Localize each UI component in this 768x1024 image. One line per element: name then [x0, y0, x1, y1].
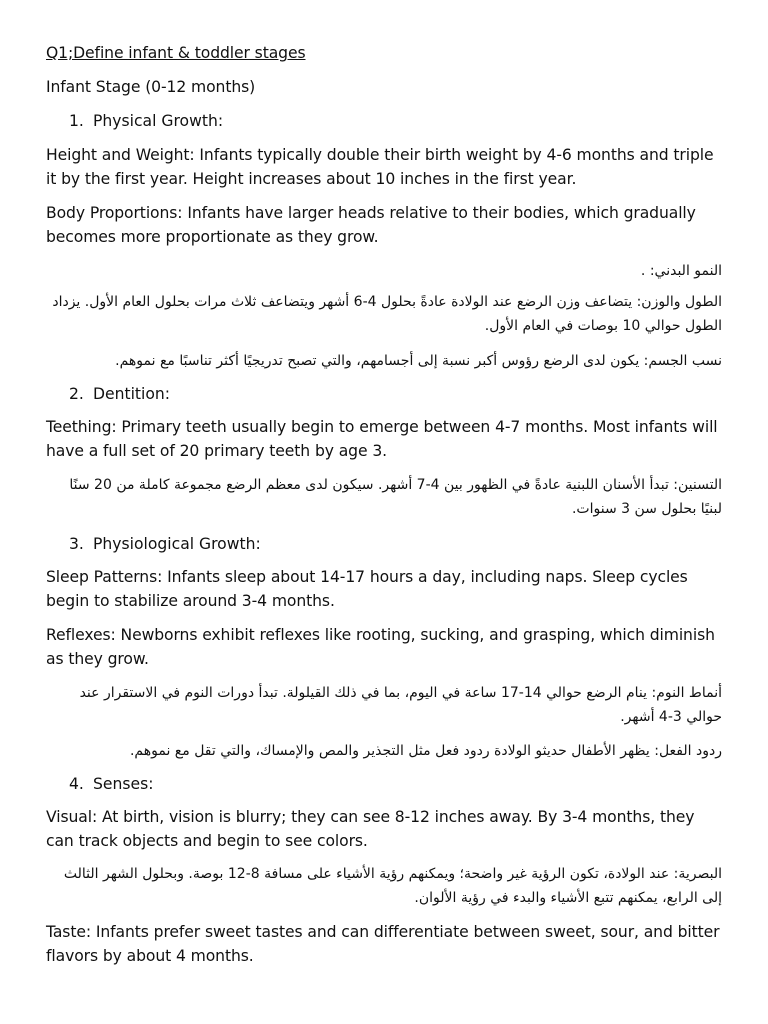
paragraph-sleep-patterns: Sleep Patterns: Infants sleep about 14-17 hours a day, including naps. Sleep cycles begin to stabilize around 3-4 months.	[46, 568, 688, 610]
paragraph-teething: Teething: Primary teeth usually begin to emerge between 4-7 months. Most infants will have a full set of 20 primary teeth by age 3.	[46, 418, 718, 460]
arabic-height-weight: الطول والوزن: يتضاعف وزن الرضع عند الولادة عادةً بحلول 4-6 أشهر ويتضاعف ثلاث مرات بحلول العام الأول. يزداد الطول حوالي 10 بوصات في العام الأول.	[52, 294, 722, 334]
heading-senses	[69, 772, 153, 796]
heading-physiological-growth	[69, 532, 261, 556]
stage-heading: Infant Stage (0-12 months)	[46, 78, 256, 96]
arabic-physical-heading: النمو البدني: .	[640, 263, 722, 279]
heading-dentition	[69, 382, 170, 406]
paragraph-reflexes: Reflexes: Newborns exhibit reflexes like rooting, sucking, and grasping, which diminish as they grow.	[46, 626, 715, 668]
heading-label: Physiological Growth:	[93, 535, 261, 553]
heading-number: 3.	[69, 535, 84, 553]
question-title: Q1;Define infant & toddler stages	[46, 44, 306, 62]
heading-number: 4.	[69, 775, 84, 793]
paragraph-body-proportions: Body Proportions: Infants have larger heads relative to their bodies, which gradually becomes more proportionate as they grow.	[46, 204, 696, 246]
arabic-body-proportions: نسب الجسم: يكون لدى الرضع رؤوس أكبر نسبة إلى أجسامهم، والتي تصبح تدريجيًا أكثر تناسبًا مع نموهم.	[115, 353, 722, 369]
arabic-visual: البصرية: عند الولادة، تكون الرؤية غير واضحة؛ ويمكنهم رؤية الأشياء على مسافة 8-12 بوصة. وبحلول الشهر الثالث إلى الرابع، يمكنهم تتبع الأشياء والبدء في رؤية الألوان.	[63, 866, 722, 906]
heading-physical-growth	[69, 109, 223, 133]
heading-label: Senses:	[93, 775, 154, 793]
paragraph-height-weight: Height and Weight: Infants typically double their birth weight by 4-6 months and triple it by the first year. Height increases about 10 inches in the first year.	[46, 146, 714, 188]
heading-number: 2.	[69, 385, 84, 403]
paragraph-visual: Visual: At birth, vision is blurry; they can see 8-12 inches away. By 3-4 months, they can track objects and begin to see colors.	[46, 808, 695, 850]
arabic-reflexes: ردود الفعل: يظهر الأطفال حديثو الولادة ردود فعل مثل التجذير والمص والإمساك، والتي تقل مع نموهم.	[129, 743, 722, 759]
heading-number: 1.	[69, 112, 84, 130]
arabic-teething: التسنين: تبدأ الأسنان اللبنية عادةً في الظهور بين 4-7 أشهر. سيكون لدى معظم الرضع مجموعة كاملة من 20 سنًا لبنيًا بحلول سن 3 سنوات.	[69, 477, 722, 517]
arabic-sleep-patterns: أنماط النوم: ينام الرضع حوالي 14-17 ساعة في اليوم، بما في ذلك القيلولة. تبدأ دورات النوم في الاستقرار عند حوالي 3-4 أشهر.	[79, 685, 722, 725]
heading-label: Physical Growth:	[93, 112, 224, 130]
heading-label: Dentition:	[93, 385, 171, 403]
paragraph-taste: Taste: Infants prefer sweet tastes and can differentiate between sweet, sour, and bitter flavors by about 4 months.	[46, 923, 720, 965]
